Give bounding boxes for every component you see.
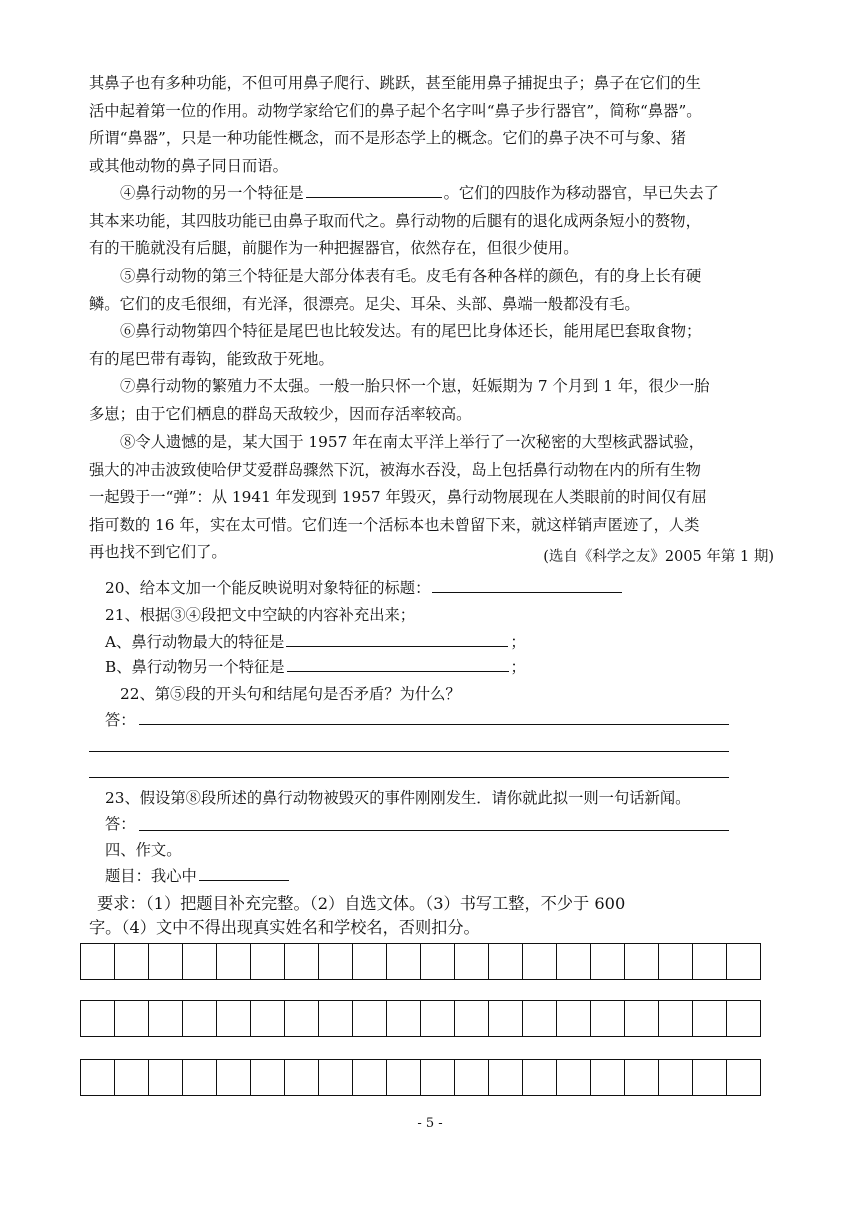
grid-cell[interactable]	[115, 944, 149, 980]
answer-label: 答：	[105, 711, 136, 729]
grid-cell[interactable]	[319, 1060, 353, 1096]
grid-cell[interactable]	[557, 1001, 591, 1037]
text-line: 鳞。它们的皮毛很细，有光泽，很漂亮。足尖、耳朵、头部、鼻端一般都没有毛。	[89, 294, 640, 313]
composition-heading: 四、作文。	[105, 841, 182, 859]
grid-cell[interactable]	[319, 1001, 353, 1037]
grid-cell[interactable]	[183, 944, 217, 980]
grid-cell[interactable]	[149, 944, 183, 980]
grid-cell[interactable]	[421, 1060, 455, 1096]
grid-cell[interactable]	[693, 944, 727, 980]
paragraph-7	[89, 373, 779, 428]
page-number: - 5 -	[417, 1116, 443, 1131]
grid-cell[interactable]	[81, 1001, 115, 1037]
grid-cell[interactable]	[727, 1001, 761, 1037]
grid-cell[interactable]	[557, 944, 591, 980]
answer-line[interactable]	[139, 830, 729, 831]
grid-cell[interactable]	[693, 1060, 727, 1096]
grid-cell[interactable]	[81, 944, 115, 980]
text-line: 有的尾巴带有毒钩，能致敌于死地。	[89, 349, 334, 368]
question-21-b	[105, 655, 526, 677]
text-line: 其本来功能，其四肢功能已由鼻子取而代之。鼻行动物的后腿有的退化成两条短小的赘物，	[89, 211, 701, 230]
grid-cell[interactable]	[353, 944, 387, 980]
paragraph-3-continuation	[89, 70, 779, 180]
grid-cell[interactable]	[489, 1060, 523, 1096]
paragraph-5	[89, 263, 779, 318]
grid-cell[interactable]	[455, 1001, 489, 1037]
feature-b-answer-field[interactable]	[287, 655, 509, 672]
grid-cell[interactable]	[217, 1060, 251, 1096]
paragraph-4-first-line	[89, 180, 779, 208]
grid-cell[interactable]	[421, 944, 455, 980]
grid-cell[interactable]	[251, 944, 285, 980]
grid-cell[interactable]	[421, 1001, 455, 1037]
paragraph-6	[89, 318, 779, 373]
text-line: 有的干脆就没有后腿，前腿作为一种把握器官，依然存在，但很少使用。	[89, 239, 579, 258]
grid-cell[interactable]	[489, 944, 523, 980]
composition-title-label: 题目：我心中	[105, 867, 197, 885]
question-21-a	[105, 630, 526, 652]
answer-line[interactable]	[139, 724, 729, 725]
composition-requirement-line-2: 字。（4）文中不得出现真实姓名和学校名，否则扣分。	[89, 918, 480, 937]
semicolon: ；	[510, 658, 526, 676]
paragraph-4-lead: ④鼻行动物的另一个特征是	[120, 184, 304, 202]
paragraph-4-lead-end: 。它们的四肢作为移动器官，早已失去了	[443, 184, 719, 202]
grid-cell[interactable]	[149, 1060, 183, 1096]
grid-cell[interactable]	[285, 944, 319, 980]
question-20	[105, 576, 624, 598]
answer-line[interactable]	[89, 751, 729, 752]
grid-cell[interactable]	[319, 944, 353, 980]
answer-label: 答：	[105, 815, 136, 833]
text-line: 强大的冲击波致使哈伊艾爱群岛骤然下沉，被海水吞没，岛上包括鼻行动物在内的所有生物	[89, 460, 701, 479]
grid-cell[interactable]	[387, 944, 421, 980]
grid-cell[interactable]	[387, 1060, 421, 1096]
composition-title	[105, 864, 291, 886]
question-21-a-text: A、鼻行动物最大的特征是	[105, 633, 285, 651]
grid-cell[interactable]	[625, 1001, 659, 1037]
question-23: 23、假设第⑧段所述的鼻行动物被毁灭的事件刚刚发生．请你就此拟一则一句话新闻。	[105, 789, 691, 807]
feature-a-answer-field[interactable]	[286, 630, 508, 647]
grid-cell[interactable]	[455, 944, 489, 980]
text-line: 多崽；由于它们栖息的群岛天敌较少，因而存活率较高。	[89, 404, 472, 423]
fill-blank-feature[interactable]	[306, 181, 442, 198]
grid-cell[interactable]	[183, 1060, 217, 1096]
grid-cell[interactable]	[285, 1060, 319, 1096]
text-line: 或其他动物的鼻子同日而语。	[89, 156, 288, 175]
grid-cell[interactable]	[659, 944, 693, 980]
writing-grid-row[interactable]	[80, 1059, 761, 1096]
question-22: 22、第⑤段的开头句和结尾句是否矛盾？为什么？	[120, 685, 461, 703]
grid-cell[interactable]	[217, 944, 251, 980]
question-20-text: 20、给本文加一个能反映说明对象特征的标题：	[105, 579, 431, 597]
grid-cell[interactable]	[183, 1001, 217, 1037]
grid-cell[interactable]	[489, 1001, 523, 1037]
grid-cell[interactable]	[251, 1060, 285, 1096]
grid-cell[interactable]	[523, 1001, 557, 1037]
semicolon: ；	[510, 633, 526, 651]
grid-cell[interactable]	[625, 944, 659, 980]
grid-cell[interactable]	[659, 1001, 693, 1037]
paragraph-4	[89, 180, 779, 263]
grid-cell[interactable]	[659, 1060, 693, 1096]
text-line: 其鼻子也有多种功能，不但可用鼻子爬行、跳跃，甚至能用鼻子捕捉虫子；鼻子在它们的生	[89, 74, 701, 92]
composition-requirement-line-1: 要求：（1）把题目补充完整。（2）自选文体。（3）书写工整，不少于 600	[97, 894, 626, 913]
grid-cell[interactable]	[693, 1001, 727, 1037]
text-line: ⑦鼻行动物的繁殖力不太强。一般一胎只怀一个崽，妊娠期为 7 个月到 1 年，很少一胎	[120, 377, 710, 395]
text-line: 活中起着第一位的作用。动物学家给它们的鼻子起个名字叫“鼻子步行器官”，简称“鼻器”。	[89, 101, 702, 120]
grid-cell[interactable]	[625, 1060, 659, 1096]
grid-cell[interactable]	[523, 1060, 557, 1096]
text-line: ⑧令人遗憾的是，某大国于 1957 年在南太平洋上举行了一次秘密的大型核武器试验，	[120, 433, 705, 451]
grid-cell[interactable]	[455, 1060, 489, 1096]
text-line: 再也找不到它们了。	[89, 543, 227, 562]
answer-line[interactable]	[89, 777, 729, 778]
grid-cell[interactable]	[285, 1001, 319, 1037]
question-21-b-text: B、鼻行动物另一个特征是	[105, 658, 285, 676]
writing-grid-row[interactable]	[80, 943, 761, 980]
writing-grid-row[interactable]	[80, 1000, 761, 1037]
title-answer-field[interactable]	[432, 576, 622, 593]
question-21: 21、根据③④段把文中空缺的内容补充出来；	[105, 606, 416, 624]
grid-cell[interactable]	[81, 1060, 115, 1096]
text-line: 所谓“鼻器”，只是一种功能性概念，而不是形态学上的概念。它们的鼻子决不可与象、猪	[89, 129, 686, 148]
grid-cell[interactable]	[727, 1060, 761, 1096]
grid-cell[interactable]	[727, 944, 761, 980]
composition-title-field[interactable]	[199, 864, 289, 881]
grid-cell[interactable]	[353, 1001, 387, 1037]
grid-cell[interactable]	[387, 1001, 421, 1037]
grid-cell[interactable]	[591, 944, 625, 980]
grid-cell[interactable]	[115, 1001, 149, 1037]
text-line: 指可数的 16 年，实在太可惜。它们连一个活标本也未曾留下来，就这样销声匿迹了，人类	[89, 515, 700, 534]
grid-cell[interactable]	[217, 1001, 251, 1037]
grid-cell[interactable]	[353, 1060, 387, 1096]
grid-cell[interactable]	[149, 1001, 183, 1037]
grid-cell[interactable]	[557, 1060, 591, 1096]
grid-cell[interactable]	[251, 1001, 285, 1037]
text-line: 一起毁于一“弹”：从 1941 年发现到 1957 年毁灭，鼻行动物展现在人类眼前的时间仅有屈	[89, 488, 707, 507]
source-citation: (选自《科学之友》2005 年第 1 期)	[543, 549, 774, 565]
text-line: ⑥鼻行动物第四个特征是尾巴也比较发达。有的尾巴比身体还长，能用尾巴套取食物；	[120, 322, 702, 340]
grid-cell[interactable]	[591, 1001, 625, 1037]
grid-cell[interactable]	[591, 1060, 625, 1096]
grid-cell[interactable]	[115, 1060, 149, 1096]
grid-cell[interactable]	[523, 944, 557, 980]
text-line: ⑤鼻行动物的第三个特征是大部分体表有毛。皮毛有各种各样的颜色，有的身上长有硬	[120, 267, 702, 285]
